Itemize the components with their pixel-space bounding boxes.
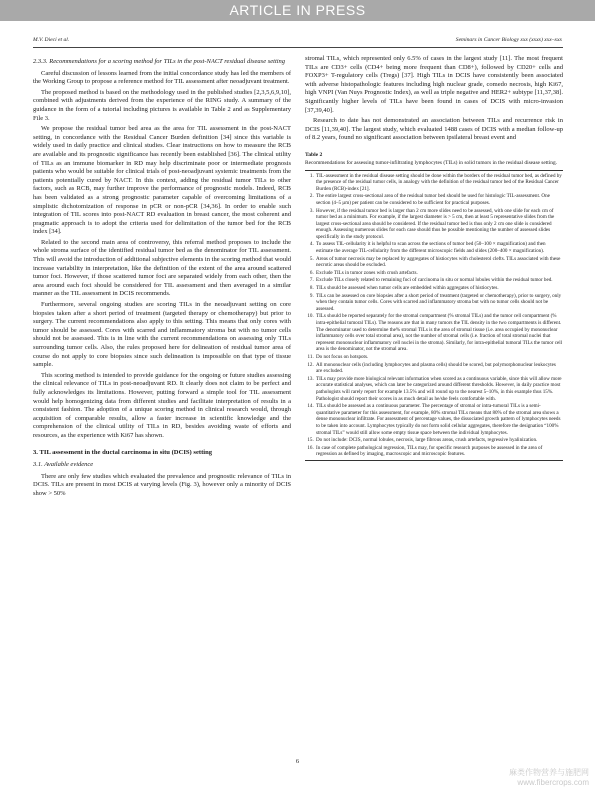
- table-item: 2. The entire largest cross-sectional area of the residual tumor bed should be used for histologic TIL-assessment. One section (4–5 µm) per patient can be considered to be sufficient for practical purposes.: [315, 193, 563, 206]
- right-column: [305, 55, 563, 463]
- paragraph: We propose the residual tumor bed area as the area for TIL assessment in the post-NACT setting, in concordance with the Residual Cancer Burden definition [34] since this variable is widely used in daily practice and clinical studies. Clear instructions on how to measure the RCB are available and its prognostic significance has recently been established [36]. The clinical utility of TILs as an immune biomarker in RD may help discriminate poor or intermediate prognosis patients who would be suitable for clinical trials of post-neoadjuvant systemic treatments from the patients potentially cured by NACT. In this context, adding the residual tumor TILs to other factors, such as RCB, may further improve the performance of prognostic models. Indeed, RCB has been validated as a strong prognostic parameter capable of overcoming limitations of a simplistic dichotomization of response in pCR or non-pCR [34,36]. In order to enable such integration of TIL scores into post-NACT RD evaluation in breast cancer, the most coherent and pragmatic approach is to adopt the criteria used for delimitation of the tumor bed for the RCB index [34].: [33, 125, 291, 236]
- table-item: 3. However, if the residual tumor bed is larger than 2 cm more slides need to be assessed, with one slide for each cm of tumor bed as a minimum. For example, if the largest diameter is > 5 cm, then at least 5 representative slides from the largest cross-sectional area should be considered. If the residual tumor bed is thus only 2 cm one slide is considered enough. Assessing numerous slides for each case should thus be possible mentioning the number of assessed slides specifically in the study protocol.: [315, 208, 563, 241]
- table-rule: [305, 170, 563, 171]
- table-item: 12. All mononuclear cells (including lymphocytes and plasma cells) should be scored, but polymorphonuclear leukocytes are excluded.: [315, 362, 563, 375]
- running-header-journal: Seminars in Cancer Biology xxx (xxxx) xxx–xxx: [455, 37, 562, 43]
- table-item: 11. Do not focus on hotspots.: [315, 354, 563, 361]
- watermark-line: 麻类作物营养与施肥网: [509, 768, 589, 777]
- table-rule: [305, 460, 563, 461]
- header-rule: [33, 47, 563, 48]
- table-item: 16. In case of complete pathological regression, TILs may, for specific research purposes be assessed in the area of regression as defined by imaging, macroscopic and microscopic features.: [315, 445, 563, 458]
- table-item: 6. Exclude TILs in tumor zones with crush artefacts.: [315, 270, 563, 277]
- table-item: 13. TILs may provide more biological relevant information when scored as a continuous variable, since this will allow more accurate statistical analyses, which can later be categorized around different thresholds. However, in daily practice most pathologists will rarely report for example 13.5% and will round up to the nearest 5–10%, in this example thus 15%. Pathologist should report their scores in as much detail as he/she feels comfortable with.: [315, 376, 563, 402]
- paragraph: The proposed method is based on the methodology used in the published studies [2,3,5,6,9,10], combined with adjustments derived from the experience of the RING study. A summary of the guidance in the form of a tutorial including pictures is available in Table 2 and as Supplementary File 3.: [33, 88, 291, 122]
- paragraph: stromal TILs, which represented only 6.5% of cases in the largest study [11]. The most frequent TILs are CD3+ cells (CD4+ being more frequent than CD8+), followed by CD20+ cells and FOXP3+ T-regulatory cells (Tregs) [37]. High TILs in DCIS have consistently been associated with adverse histopathologic features including high nuclear grade, comedo necrosis, high Ki67, high VNPI (Van Nuys Prognostic Index), as well as triple negative and HER2+ subtype [11,37,38]. Significantly higher levels of TILs have been found in cases of DCIS with micro-invasion [37,39,40].: [305, 55, 563, 114]
- table-item: 4. To assess TIL-cellularity it is helpful to scan across the sections of tumor bed (50–100 × magnification) and then estimate the average TIL-cellularity from the different microscopic fields and slides (200–400 × magnification).: [315, 241, 563, 254]
- paragraph: Careful discussion of lessons learned from the initial concordance study has led the members of the Working Group to propose a reference method for TIL assessment after neoadjuvant treatment.: [33, 69, 291, 86]
- table-item: 9. TILs can be assessed on core biopsies after a short period of treatment (targeted or chemotherapy), prior to surgery, only when they contain tumor cells. Cores with scarred and inflammatory stroma but with no tumor cells should not be assessed.: [315, 293, 563, 313]
- paragraph: This scoring method is intended to provide guidance for the ongoing or future studies assessing the clinical relevance of TILs in post-neoadjuvant RD. It clearly does not claim to be perfect and fully acknowledges its limitations. However, putting forward a simple tool for TIL assessment would help homogenizing data from different studies and facilitate interpretation of results in a consistent fashion. The adoption of a unique scoring method in clinical research would, through acquisition of comparable results, allow a faster increase in scientific knowledge and the comprehension of the clinical utility of TILs in RD, besides avoiding waste of efforts and resources, as the experience with Ki67 has shown.: [33, 371, 291, 439]
- table-item: 1. TIL-assessment in the residual disease setting should be done within the borders of the residual tumor bed, as defined by the presence of the residual tumor cells, in analogy with the definition of the residual tumor bed of the Residual Cancer Burden (RCB)-index [21].: [315, 173, 563, 193]
- table-item: 5. Areas of tumor necrosis may be replaced by aggregates of histiocytes with cholesterol clefts. TILs associated with these necrotic areas should be excluded.: [315, 256, 563, 269]
- section-heading-3: 3. TIL assessment in the ductal carcinoma in situ (DCIS) setting: [33, 448, 213, 456]
- paragraph: Research to date has not demonstrated an association between TILs and recurrence risk in DCIS [11,39,40]. The largest study, which evaluated 1488 cases of DCIS with a median follow-up of 8.2 years, found no significant association between ipsilateral breast event and: [305, 117, 563, 142]
- table-2: [305, 151, 563, 461]
- running-header-authors: M.V. Dieci et al.: [33, 37, 70, 43]
- paragraph: Related to the second main area of controversy, this referral method proposes to include the whole stroma surface of the identified residual tumor bed as the denominator for TIL assessment. This will avoid the introduction of additional subjective elements in the scoring method that would increase variability in interpretation, like the definition of the extent of the area around scattered tumor foci. However, if those scattered tumor foci are separated widely from each other, then the area around each foci should be considered for TIL assessment and then averaged in a similar manner as the TIL assessment in DCIS recommends.: [33, 238, 291, 298]
- table-item: 10. TILs should be reported separately for the stromal compartment (% stromal TILs) and the tumor cell compartment (% intra-epithelial tumoral TILs). The reasons are that in many tumors the TIL density in the two compartments is different. The denominator used to determine the% stromal TILs is the area of stromal tissue (i.e. area occupied by mononuclear inflammatory cells over total stromal area), not the number of stromal cells (i.e. fraction of total stromal nuclei that represent mononuclear inflammatory cell nuclei in the stroma). Similarly, for intra-epithelial tumoral TILs the tumor cell area is the denominator, not the stromal area.: [315, 313, 563, 353]
- paragraph: There are only few studies which evaluated the prevalence and prognostic relevance of TILs in DCIS. TILs are present in most DCIS at varying levels (Fig. 3), however only a minority of DCIS show > 50%: [33, 472, 291, 497]
- table-caption: Recommendations for assessing tumor-infiltrating lymphocytes (TILs) in solid tumors in the residual disease setting.: [305, 159, 558, 166]
- paragraph: Furthermore, several ongoing studies are scoring TILs in the neoadjuvant setting on core biopsies taken after a short period of treatment (targeted therapy or chemotherapy) but prior to surgery. The current recommendations also apply to this setting. This means that only cores with tumor should be assessed. Cores with scarred and inflammatory stroma but with no tumor cells should not be assessed. This is in line with the current recommendations on assessing only TILs surrounding tumor cells. Also, the rules proposed here for delineation of residual tumor area of course do not apply to core biopsies since such delineation is impossible on that type of tissue sample.: [33, 301, 291, 369]
- table-item: 7. Exclude TILs closely related to remaining foci of carcinoma in situ or normal lobules within the residual tumor bed.: [315, 277, 563, 284]
- section-heading-3-1: 3.1. Available evidence: [33, 461, 94, 469]
- table-item: 8. TILs should be assessed when tumor cells are embedded within aggregates of histiocytes.: [315, 285, 563, 292]
- table-item: 15. Do not include: DCIS, normal lobules, necrosis, large fibrous areas, crush artefacts, regressive hyalinization.: [315, 437, 563, 444]
- section-heading-2-3-3: 2.3.3. Recommendations for a scoring method for TILs in the post-NACT residual disease setting: [33, 58, 286, 65]
- article-in-press-banner: ARTICLE IN PRESS: [0, 0, 595, 21]
- watermark-line: www.fibercrops.com: [517, 778, 589, 787]
- page-number: 6: [295, 758, 300, 765]
- table-item: 14. TILs should be assessed as a continuous parameter. The percentage of stromal or intra-tumoral TILs is a semi-quantitative parameter for this assessment, for example, 80% stromal TILs means that 80% of the stromal area shows a dense mononuclear infiltrate. For assessment of percentage values, the dissociated growth pattern of lymphocytes needs to be taken into account. Lymphocytes typically do not form solid cellular aggregates, therefore the designation “100% stromal TILs” would still allow some empty tissue space between the individual lymphocytes.: [315, 403, 563, 436]
- table-label: Table 2: [305, 151, 323, 158]
- table-recommendations-list: [305, 173, 563, 458]
- left-column: [33, 55, 291, 501]
- watermark: [509, 768, 589, 788]
